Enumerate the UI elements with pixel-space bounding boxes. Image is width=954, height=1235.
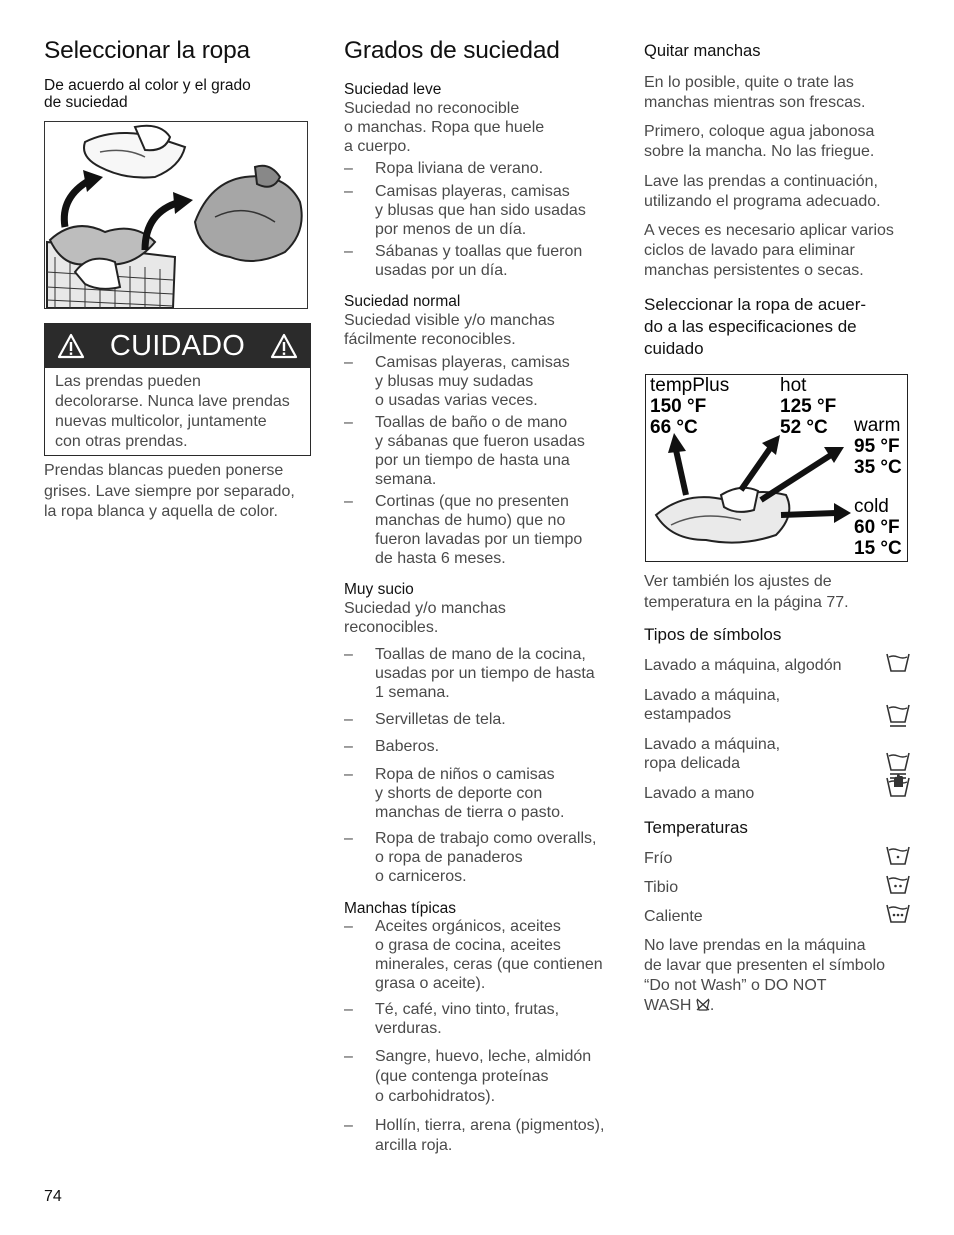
stain-paragraph: Primero, coloque agua jabonosa sobre la mancha. No las friegue. <box>644 123 875 160</box>
soil-section-heavy: Muy sucio Suciedad y/o manchas reconocibles. <box>344 580 614 637</box>
subtitle: De acuerdo al color y el grado de suciedad <box>44 77 251 111</box>
temperatures-heading: Temperaturas <box>644 818 748 837</box>
list-item: – Cortinas (que no presenten manchas de humo) que no fueron lavadas por un tiempo de hasta 6 meses. <box>344 493 583 567</box>
list-item: – Sangre, huevo, leche, almidón (que contenga proteínas o carbohidratos). <box>344 1048 592 1105</box>
section-title-sort-laundry: Seleccionar la ropa <box>44 37 250 64</box>
caution-warning-box <box>44 323 311 456</box>
list-item: – Ropa liviana de verano. <box>344 160 544 177</box>
soil-section-normal: Suciedad normal Suciedad visible y/o manchas fácilmente reconocibles. <box>344 292 614 349</box>
page-number: 74 <box>44 1188 62 1205</box>
list-item: – Toallas de baño o de mano y sábanas que fueron usadas por un tiempo de hasta una semana. <box>344 414 585 488</box>
whites-note: Prendas blancas pueden ponerse grises. Lave siempre por separado, la ropa blanca y aquella de color. <box>44 462 295 520</box>
soil-heading: Manchas típicas <box>344 900 456 917</box>
symbol-row-permanent-press: Lavado a máquina, estampados <box>644 686 912 724</box>
list-item: – Baberos. <box>344 738 440 755</box>
washtub-one-dot-icon <box>886 844 910 866</box>
see-also-note: Ver también los ajustes de temperatura en la página 77. <box>644 573 849 611</box>
do-not-wash-note: No lave prendas en la máquina de lavar que presenten el símbolo “Do not Wash” o DO NOT WASH . <box>644 937 886 1014</box>
temp-label-cold: cold 60 °F 15 °C <box>854 496 902 559</box>
symbol-row-cotton: Lavado a máquina, algodón <box>644 656 912 678</box>
temp-label-tempplus: tempPlus 150 °F 66 °C <box>650 375 730 438</box>
caution-label: CUIDADO <box>109 329 246 362</box>
caution-header <box>45 324 310 368</box>
temperature-row-cold: Frío <box>644 849 912 868</box>
stain-paragraph: En lo posible, quite o trate las manchas mientras son frescas. <box>644 74 866 111</box>
caution-text: Las prendas pueden decolorarse. Nunca lave prendas nuevas multicolor, juntamente con otras prendas. <box>55 373 290 450</box>
washtub-three-dots-icon <box>886 902 910 924</box>
stain-paragraph: A veces es necesario aplicar varios ciclos de lavado para eliminar manchas persistentes o secas. <box>644 222 894 279</box>
stains-heading: Quitar manchas <box>644 42 761 60</box>
do-not-wash-icon <box>696 998 710 1011</box>
washtub-two-dots-icon <box>886 873 910 895</box>
list-item: – Sábanas y toallas que fueron usadas por un día. <box>344 243 583 279</box>
list-item: – Té, café, vino tinto, frutas, verduras. <box>344 1001 560 1037</box>
temp-label-warm: warm 95 °F 35 °C <box>854 415 902 478</box>
soil-heading: Suciedad leve <box>344 81 442 98</box>
soil-section-light: Suciedad leve Suciedad no reconocible o manchas. Ropa que huele a cuerpo. <box>344 80 614 156</box>
symbol-row-delicate: Lavado a máquina, ropa delicada <box>644 735 912 773</box>
stain-paragraph: Lave las prendas a continuación, utilizando el programa adecuado. <box>644 173 881 210</box>
symbols-heading: Tipos de símbolos <box>644 625 782 644</box>
laundry-basket-illustration <box>44 121 308 309</box>
list-item: – Camisas playeras, camisas y blusas que han sido usadas por menos de un día. <box>344 183 586 238</box>
temperature-row-hot: Caliente <box>644 907 912 926</box>
list-item: – Ropa de trabajo como overalls, o ropa de panaderos o carniceros. <box>344 830 597 885</box>
list-item: – Camisas playeras, camisas y blusas muy sudadas o usadas varias veces. <box>344 354 570 409</box>
temperature-illustration <box>645 374 908 562</box>
symbol-row-hand-wash: Lavado a mano <box>644 784 912 803</box>
soil-heading: Suciedad normal <box>344 293 461 310</box>
care-heading: Seleccionar la ropa de acuer- do a las especificaciones de cuidado <box>644 295 867 358</box>
list-item: – Servilletas de tela. <box>344 711 506 728</box>
warning-triangle-icon <box>57 333 85 359</box>
washtub-hand-icon <box>886 773 910 799</box>
list-item: – Hollín, tierra, arena (pigmentos), arcilla roja. <box>344 1117 605 1154</box>
section-title-soil-levels: Grados de suciedad <box>344 37 560 64</box>
warning-triangle-icon <box>270 333 298 359</box>
temp-label-hot: hot 125 °F 52 °C <box>780 375 837 438</box>
temperature-row-warm: Tibio <box>644 878 912 897</box>
list-item: – Ropa de niños o camisas y shorts de deporte con manchas de tierra o pasto. <box>344 766 565 821</box>
washtub-cotton-icon <box>886 651 910 673</box>
soil-heading: Muy sucio <box>344 581 414 598</box>
list-item: – Aceites orgánicos, aceites o grasa de cocina, aceites minerales, ceras (que contienen grasa o aceite). <box>344 918 603 992</box>
list-item: – Toallas de mano de la cocina, usadas por un tiempo de hasta 1 semana. <box>344 646 595 701</box>
washtub-permanent-press-icon <box>886 702 910 728</box>
